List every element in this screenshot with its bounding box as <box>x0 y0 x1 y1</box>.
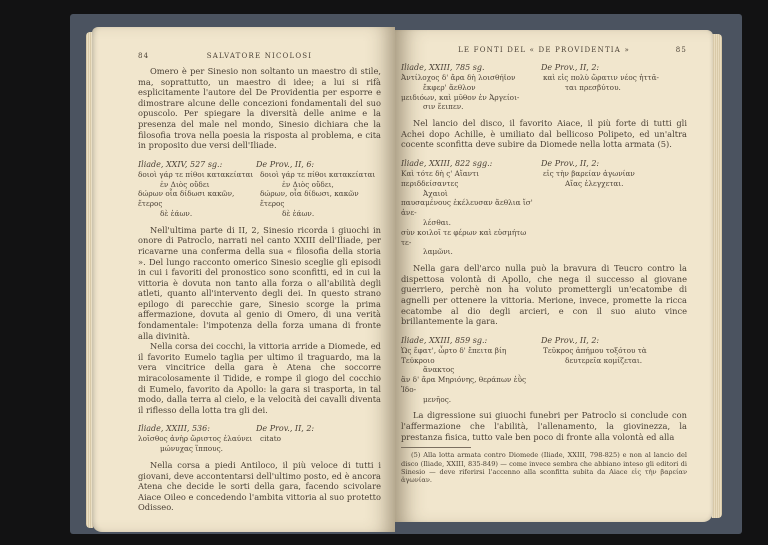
greek-line: ἐν Διὸς οὔδει <box>160 179 210 189</box>
greek-line: λέσθαι. <box>423 217 451 227</box>
citation-source: Iliade, XXIII, 785 sg. <box>401 63 485 72</box>
greek-column-target <box>543 169 687 257</box>
right-running-head: LE FONTI DEL « DE PROVIDENTIA » <box>458 46 630 54</box>
citation-source: Iliade, XXIII, 859 sg.: <box>401 335 488 345</box>
greek-column-source <box>401 346 537 405</box>
left-paragraph-1: Omero è per Sinesio non soltanto un maestro di stile, ma, soprattutto, un maestro di idee; a lui si rifà esplicitamente l'autore del De Providentia per esporre e dimostrare alcune delle concezioni fondamentali del suo opuscolo. Per spiegare la diversità delle anime e la presenza del male nel mondo, Sinesio dichiara che la filosofia trova nella poesia la risposta al problema, e cita in proposito due versi dell'Iliade. <box>138 66 381 151</box>
right-paragraph-1: Nel lancio del disco, il favorito Aiace, il più forte di tutti gli Achei dopo Achille, è umiliato dal bellicoso Polipeto, ed un'altra cocente sconfitta deve subire da Diomede nella lotta armata (5). <box>401 118 687 150</box>
greek-line: Αἴας ἐλεγχεται. <box>565 178 624 188</box>
left-greek-block-2 <box>138 434 381 454</box>
greek-line: λαμῶνι. <box>423 247 453 257</box>
greek-line: σὺν κοιλοῖ τε φέρων καὶ εὐσμήτω τε- <box>401 227 527 247</box>
greek-line: Ἀχαιοὶ <box>423 188 448 198</box>
greek-line: Καὶ τότε δὴ ς' Αἴαντι περιδδείσαντες <box>401 168 480 188</box>
left-paragraph-3: Nella corsa dei cocchi, la vittoria arride a Diomede, ed il favorito Eumelo taglia per ultimo il traguardo, ma la vera vincitrice della gara è Atena che soccorre miracolosamente il Tidide, e rompe il giogo del cocchio di Eumelo, favorito da Apollo: la gara si trasporta, in tal modo, dalla terra al cielo, e la velocità dei cavalli diventa il riflesso della lotta tra gli dei. <box>138 341 381 415</box>
citation-target: De Prov., II, 2: <box>541 335 600 345</box>
greek-line: μενῆος. <box>423 394 452 404</box>
greek-line: δώρων, οἷα δίδωσι, κακῶν ἕτερος <box>260 189 359 209</box>
citation-source: Iliade, XXIII, 822 sgg.: <box>401 158 493 168</box>
greek-line: Ἀντίλοχος δ' ἄρα δὴ λοισθήϊον <box>401 73 516 82</box>
greek-line: δώρων οἷα δίδωσι κακῶν, ἕτερος <box>138 189 235 209</box>
greek-column-source <box>138 170 254 219</box>
footnote: (5) Alla lotta armata contro Diomede (Iliade, XXIII, 798-825) e non al lancio del disco (Iliade, XXIII, 835-849) — come invece sembra che abbiano inteso gli editori di Sinesio — deve riferirsi l'accenno alla sconfitta subita da Aiace εἰς τὴν βαρείαν ἀγωνίαν. <box>401 451 687 485</box>
greek-line: ἂν δ' ἄρα Μηριόνης, θεράπων ἐῢς Ἰδο- <box>401 375 527 394</box>
greek-line: ἄνακτος <box>423 365 455 375</box>
greek-column-source <box>401 73 537 112</box>
left-citation-2 <box>138 423 381 434</box>
greek-line: δὲ ἑάων. <box>282 208 315 218</box>
greek-line: Τεῦκρος ἀπήμου τοξότου τὰ <box>543 345 647 355</box>
citation-source: Iliade, XXIII, 536: <box>138 424 210 434</box>
greek-line: μώνυχας ἵππους. <box>160 444 224 454</box>
right-page-content <box>401 46 687 485</box>
greek-column-target <box>260 170 381 219</box>
greek-line: citato <box>260 434 282 444</box>
left-paragraph-4: Nella corsa a piedi Antiloco, il più veloce di tutti i giovani, deve accontentarsi dell'ultimo posto, ed è ancora Atena che decide le sorti della gara, facendo scivolare Aiace Oileo e concedendo l'ambita vittoria al suo protetto Odisseo. <box>138 460 381 513</box>
right-page-edges <box>712 34 722 518</box>
left-paragraph-2: Nell'ultima parte di II, 2, Sinesio ricorda i giuochi in onore di Patroclo, narrati nel canto XXIII dell'Iliade, per ricavarne una conferma della sua « filosofia della storia ». Del lungo racconto omerico Sinesio sceglie gli episodi in cui i favoriti del pronostico sono sconfitti, ed in cui la vittoria è dovuta non tanto alla forza o all'abilità degli atleti, quanto all'intervento degli dei. In questo strano epilogo di parecchie gare, Sinesio scorge la prima affermazione, dovuta al genio di Omero, di una verità fondamentale: l'impotenza della forza umana di fronte alla divinità. <box>138 224 381 341</box>
right-citation-3 <box>401 335 687 346</box>
right-paragraph-2: Nella gara dell'arco nulla può la bravura di Teucro contro la dispettosa volontà di Apollo, che nega il successo al giovane guerriero, perchè non ha voluto promettergli un'ecatombe di agnelli per ottenere la vittoria. Merione, invece, promette la ricca ecatombe al dio degli arcieri, e con il suo aiuto vince brillantemente la gara. <box>401 263 687 327</box>
right-page <box>395 30 713 522</box>
citation-target: De Prov., II, 2: <box>256 424 315 434</box>
greek-line: ἐν Διὸς οὔδει, <box>282 179 334 189</box>
greek-line: παυσαμένους ἐκέλευσαν ἄεθλια ἴσ' ἀνε- <box>401 198 533 218</box>
greek-line: ται πρεσβύτου. <box>565 82 621 92</box>
greek-column-target <box>260 434 381 454</box>
greek-line: σιν ἔειπεν. <box>423 102 464 112</box>
greek-line: δὲ ἑάων. <box>160 208 193 218</box>
citation-source: Iliade, XXIV, 527 sg.: <box>138 159 223 169</box>
citation-target: De Prov., II, 2: <box>541 158 600 168</box>
right-paragraph-3: La digressione sui giuochi funebri per Patroclo si conclude con l'affermazione che l'abilità, l'allenamento, la giovinezza, la prestanza fisica, tutto vale ben poco di fronte alla volontà ed alla <box>401 410 687 442</box>
left-greek-block-1 <box>138 170 381 219</box>
left-page-content <box>138 52 381 513</box>
left-running-head: SALVATORE NICOLOSI <box>206 52 313 60</box>
right-citation-2 <box>401 158 687 169</box>
greek-line: καὶ εἰς πολὺ ὥρατιν νέος ἡττᾶ- <box>543 73 659 82</box>
right-citation-1 <box>401 62 687 73</box>
footnote-rule <box>401 447 471 448</box>
greek-column-source <box>401 169 537 257</box>
right-running-header <box>401 46 687 60</box>
right-page-number: 85 <box>675 46 687 54</box>
greek-line: δοιοὶ γάρ τε πίθοι κατακείαται <box>260 169 376 179</box>
citation-target: De Prov., II, 2: <box>541 63 600 72</box>
greek-column-source <box>138 434 254 454</box>
greek-line: εἰς τὴν βαρείαν ἀγωνίαν <box>543 168 635 178</box>
left-page-number: 84 <box>138 52 150 60</box>
right-greek-block-3 <box>401 346 687 405</box>
left-page <box>92 27 395 532</box>
greek-line: δοιοὶ γάρ τε πίθοι κατακείαται <box>138 169 254 179</box>
greek-line: ἔκφερ' ἄεθλον <box>423 82 476 92</box>
greek-column-target <box>543 73 687 112</box>
greek-line: δευτερεῖα κομίζεται. <box>565 355 643 365</box>
left-citation-1 <box>138 159 381 170</box>
left-running-header <box>138 52 381 66</box>
greek-line: Ὡς ἔφατ', ὦρτο δ' ἔπειτα βίη Τεύκροιο <box>401 345 507 365</box>
greek-line: μειδιόων, καὶ μῦθον ἐν Ἀργείοι- <box>401 92 520 102</box>
greek-line: λοῖσθος ἀνὴρ ὤριστος ἐλαύνει <box>138 434 253 444</box>
right-greek-block-1 <box>401 73 687 112</box>
greek-column-target <box>543 346 687 405</box>
right-greek-block-2 <box>401 169 687 257</box>
citation-target: De Prov., II, 6: <box>256 159 315 169</box>
